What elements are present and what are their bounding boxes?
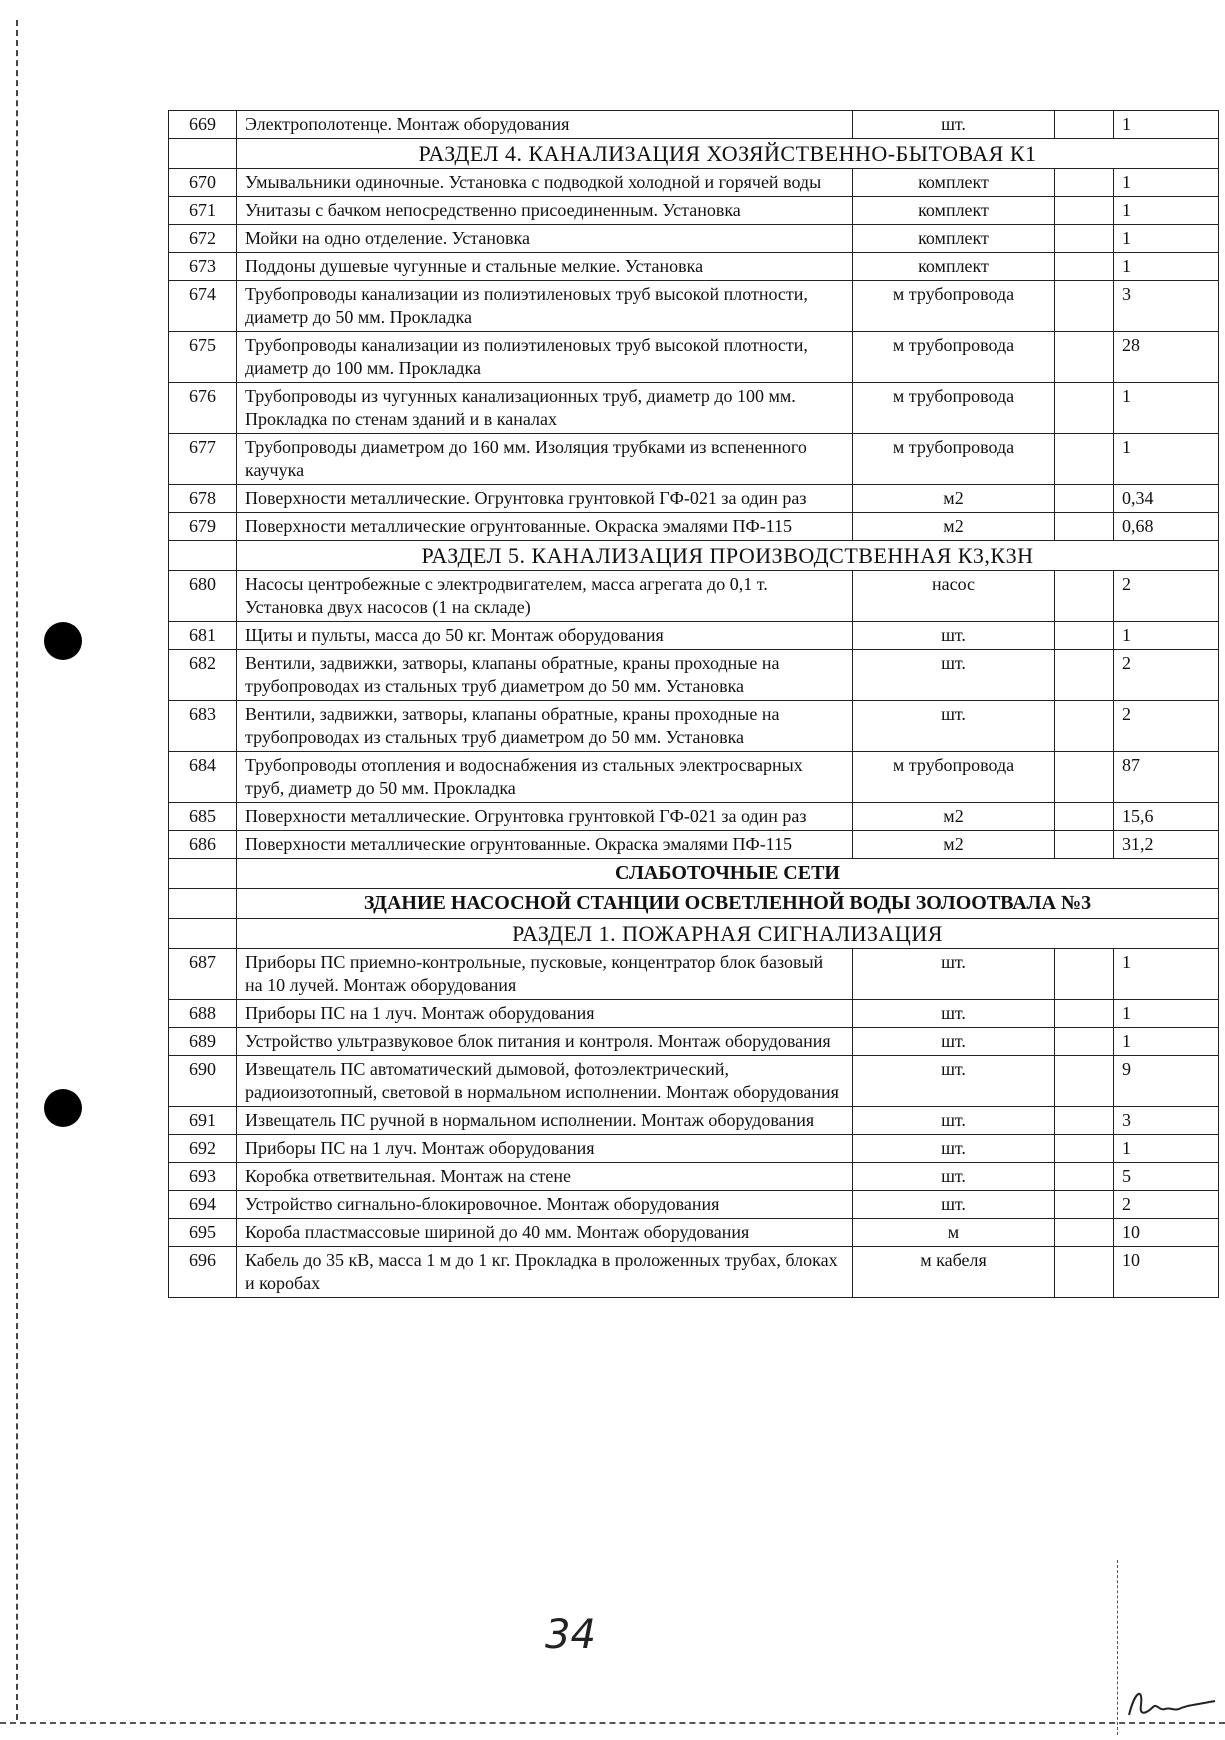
quantity: 0,34	[1114, 485, 1219, 513]
table-row	[169, 281, 1219, 332]
table-row	[169, 111, 1219, 139]
quantity: 10	[1114, 1219, 1219, 1247]
work-description: Вентили, задвижки, затворы, клапаны обратные, краны проходные на трубопроводах из стальных труб диаметром до 50 мм. Установка	[237, 650, 853, 701]
item-number: 682	[169, 650, 237, 701]
unit-of-measure: шт.	[853, 1191, 1055, 1219]
table-row	[169, 622, 1219, 650]
empty-cell	[169, 139, 237, 169]
quantity: 1	[1114, 1028, 1219, 1056]
item-number: 669	[169, 111, 237, 139]
group-title: СЛАБОТОЧНЫЕ СЕТИ	[237, 859, 1219, 889]
quantity: 1	[1114, 169, 1219, 197]
unit-of-measure: шт.	[853, 111, 1055, 139]
quantity: 1	[1114, 622, 1219, 650]
item-number: 680	[169, 571, 237, 622]
unit-of-measure: шт.	[853, 650, 1055, 701]
table-row	[169, 434, 1219, 485]
work-description: Поверхности металлические. Огрунтовка грунтовкой ГФ-021 за один раз	[237, 803, 853, 831]
unit-of-measure: шт.	[853, 622, 1055, 650]
table-row	[169, 383, 1219, 434]
table-row	[169, 253, 1219, 281]
group-title: ЗДАНИЕ НАСОСНОЙ СТАНЦИИ ОСВЕТЛЕННОЙ ВОДЫ ЗОЛООТВАЛА №3	[237, 889, 1219, 919]
work-description: Трубопроводы отопления и водоснабжения из стальных электросварных труб, диаметр до 50 мм. Прокладка	[237, 752, 853, 803]
work-description: Вентили, задвижки, затворы, клапаны обратные, краны проходные на трубопроводах из стальных труб диаметром до 50 мм. Установка	[237, 701, 853, 752]
quantity: 3	[1114, 281, 1219, 332]
empty-cell	[1055, 1163, 1114, 1191]
item-number: 681	[169, 622, 237, 650]
quantity: 5	[1114, 1163, 1219, 1191]
punch-hole-mark	[44, 622, 82, 660]
unit-of-measure: шт.	[853, 1163, 1055, 1191]
empty-cell	[1055, 253, 1114, 281]
item-number: 683	[169, 701, 237, 752]
unit-of-measure: м трубопровода	[853, 752, 1055, 803]
punch-hole-mark	[44, 1089, 82, 1127]
section-header-row	[169, 139, 1219, 169]
table-row	[169, 1028, 1219, 1056]
table-row	[169, 650, 1219, 701]
work-description: Трубопроводы канализации из полиэтиленовых труб высокой плотности, диаметр до 50 мм. Прокладка	[237, 281, 853, 332]
unit-of-measure: шт.	[853, 701, 1055, 752]
unit-of-measure: комплект	[853, 253, 1055, 281]
work-description: Трубопроводы диаметром до 160 мм. Изоляция трубками из вспененного каучука	[237, 434, 853, 485]
item-number: 690	[169, 1056, 237, 1107]
work-description: Насосы центробежные с электродвигателем, масса агрегата до 0,1 т. Установка двух насосов (1 на складе)	[237, 571, 853, 622]
quantity: 2	[1114, 1191, 1219, 1219]
unit-of-measure: комплект	[853, 225, 1055, 253]
section-header-row	[169, 541, 1219, 571]
table-row	[169, 1135, 1219, 1163]
empty-cell	[1055, 197, 1114, 225]
work-description: Извещатель ПС автоматический дымовой, фотоэлектрический, радиоизотопный, световой в нормальном исполнении. Монтаж оборудования	[237, 1056, 853, 1107]
table-row	[169, 1107, 1219, 1135]
work-description: Унитазы с бачком непосредственно присоединенным. Установка	[237, 197, 853, 225]
table-row	[169, 1247, 1219, 1298]
work-description: Щиты и пульты, масса до 50 кг. Монтаж оборудования	[237, 622, 853, 650]
quantity: 31,2	[1114, 831, 1219, 859]
table-row	[169, 1219, 1219, 1247]
empty-cell	[169, 859, 237, 889]
table-row	[169, 571, 1219, 622]
empty-cell	[1055, 949, 1114, 1000]
work-description: Приборы ПС на 1 луч. Монтаж оборудования	[237, 1000, 853, 1028]
quantity: 1	[1114, 1135, 1219, 1163]
empty-cell	[169, 541, 237, 571]
empty-cell	[1055, 281, 1114, 332]
empty-cell	[1055, 1056, 1114, 1107]
unit-of-measure: шт.	[853, 949, 1055, 1000]
empty-cell	[1055, 1107, 1114, 1135]
empty-cell	[1055, 225, 1114, 253]
quantity: 9	[1114, 1056, 1219, 1107]
table-row	[169, 752, 1219, 803]
left-margin-dashed-line	[16, 20, 18, 1720]
table-row	[169, 831, 1219, 859]
table-row	[169, 1191, 1219, 1219]
quantity: 1	[1114, 434, 1219, 485]
unit-of-measure: м2	[853, 513, 1055, 541]
unit-of-measure: шт.	[853, 1028, 1055, 1056]
item-number: 671	[169, 197, 237, 225]
quantity: 1	[1114, 1000, 1219, 1028]
table-row	[169, 332, 1219, 383]
specification-table-body	[169, 111, 1219, 1298]
quantity: 15,6	[1114, 803, 1219, 831]
work-description: Приборы ПС на 1 луч. Монтаж оборудования	[237, 1135, 853, 1163]
work-description: Трубопроводы из чугунных канализационных труб, диаметр до 100 мм. Прокладка по стенам зданий и в каналах	[237, 383, 853, 434]
unit-of-measure: насос	[853, 571, 1055, 622]
item-number: 693	[169, 1163, 237, 1191]
table-row	[169, 485, 1219, 513]
section-header-row	[169, 919, 1219, 949]
group-header-row	[169, 859, 1219, 889]
empty-cell	[1055, 485, 1114, 513]
quantity: 2	[1114, 650, 1219, 701]
specification-table	[168, 110, 1219, 1298]
quantity: 1	[1114, 949, 1219, 1000]
work-description: Поддоны душевые чугунные и стальные мелкие. Установка	[237, 253, 853, 281]
unit-of-measure: комплект	[853, 169, 1055, 197]
item-number: 684	[169, 752, 237, 803]
empty-cell	[1055, 1135, 1114, 1163]
unit-of-measure: м трубопровода	[853, 281, 1055, 332]
page-number: 34	[545, 1612, 596, 1658]
quantity: 1	[1114, 111, 1219, 139]
unit-of-measure: м кабеля	[853, 1247, 1055, 1298]
section-title: РАЗДЕЛ 1. ПОЖАРНАЯ СИГНАЛИЗАЦИЯ	[237, 919, 1219, 949]
quantity: 2	[1114, 571, 1219, 622]
unit-of-measure: м трубопровода	[853, 383, 1055, 434]
table-row	[169, 169, 1219, 197]
bottom-margin-dashed-line	[0, 1722, 1225, 1724]
work-description: Коробка ответвительная. Монтаж на стене	[237, 1163, 853, 1191]
item-number: 692	[169, 1135, 237, 1163]
empty-cell	[1055, 831, 1114, 859]
work-description: Извещатель ПС ручной в нормальном исполнении. Монтаж оборудования	[237, 1107, 853, 1135]
item-number: 672	[169, 225, 237, 253]
table-row	[169, 949, 1219, 1000]
table-row	[169, 1056, 1219, 1107]
empty-cell	[1055, 650, 1114, 701]
unit-of-measure: м2	[853, 831, 1055, 859]
item-number: 695	[169, 1219, 237, 1247]
item-number: 678	[169, 485, 237, 513]
quantity: 28	[1114, 332, 1219, 383]
item-number: 685	[169, 803, 237, 831]
empty-cell	[1055, 332, 1114, 383]
item-number: 676	[169, 383, 237, 434]
quantity: 87	[1114, 752, 1219, 803]
empty-cell	[1055, 513, 1114, 541]
empty-cell	[1055, 752, 1114, 803]
empty-cell	[1055, 803, 1114, 831]
table-row	[169, 1163, 1219, 1191]
group-header-row	[169, 889, 1219, 919]
empty-cell	[169, 919, 237, 949]
work-description: Поверхности металлические огрунтованные. Окраска эмалями ПФ-115	[237, 513, 853, 541]
work-description: Приборы ПС приемно-контрольные, пусковые, концентратор блок базовый на 10 лучей. Монтаж оборудования	[237, 949, 853, 1000]
work-description: Умывальники одиночные. Установка с подводкой холодной и горячей воды	[237, 169, 853, 197]
quantity: 1	[1114, 225, 1219, 253]
empty-cell	[1055, 1247, 1114, 1298]
empty-cell	[1055, 169, 1114, 197]
item-number: 687	[169, 949, 237, 1000]
empty-cell	[1055, 1000, 1114, 1028]
item-number: 675	[169, 332, 237, 383]
unit-of-measure: шт.	[853, 1135, 1055, 1163]
quantity: 1	[1114, 383, 1219, 434]
unit-of-measure: комплект	[853, 197, 1055, 225]
unit-of-measure: м2	[853, 485, 1055, 513]
empty-cell	[1055, 1028, 1114, 1056]
unit-of-measure: м трубопровода	[853, 434, 1055, 485]
item-number: 674	[169, 281, 237, 332]
unit-of-measure: шт.	[853, 1056, 1055, 1107]
quantity: 1	[1114, 197, 1219, 225]
unit-of-measure: м	[853, 1219, 1055, 1247]
item-number: 677	[169, 434, 237, 485]
work-description: Короба пластмассовые шириной до 40 мм. Монтаж оборудования	[237, 1219, 853, 1247]
table-row	[169, 225, 1219, 253]
quantity: 1	[1114, 253, 1219, 281]
item-number: 688	[169, 1000, 237, 1028]
work-description: Электрополотенце. Монтаж оборудования	[237, 111, 853, 139]
empty-cell	[169, 889, 237, 919]
work-description: Мойки на одно отделение. Установка	[237, 225, 853, 253]
unit-of-measure: шт.	[853, 1000, 1055, 1028]
item-number: 689	[169, 1028, 237, 1056]
empty-cell	[1055, 1191, 1114, 1219]
table-row	[169, 513, 1219, 541]
item-number: 673	[169, 253, 237, 281]
section-title: РАЗДЕЛ 4. КАНАЛИЗАЦИЯ ХОЗЯЙСТВЕННО-БЫТОВАЯ К1	[237, 139, 1219, 169]
work-description: Устройство сигнально-блокировочное. Монтаж оборудования	[237, 1191, 853, 1219]
item-number: 691	[169, 1107, 237, 1135]
item-number: 679	[169, 513, 237, 541]
unit-of-measure: м трубопровода	[853, 332, 1055, 383]
right-margin-dashed-line	[1117, 1560, 1118, 1735]
section-title: РАЗДЕЛ 5. КАНАЛИЗАЦИЯ ПРОИЗВОДСТВЕННАЯ К3,К3Н	[237, 541, 1219, 571]
quantity: 2	[1114, 701, 1219, 752]
table-row	[169, 803, 1219, 831]
empty-cell	[1055, 701, 1114, 752]
item-number: 694	[169, 1191, 237, 1219]
item-number: 686	[169, 831, 237, 859]
unit-of-measure: шт.	[853, 1107, 1055, 1135]
work-description: Поверхности металлические огрунтованные. Окраска эмалями ПФ-115	[237, 831, 853, 859]
quantity: 0,68	[1114, 513, 1219, 541]
item-number: 670	[169, 169, 237, 197]
signature-mark	[1125, 1685, 1220, 1721]
quantity: 10	[1114, 1247, 1219, 1298]
work-description: Кабель до 35 кВ, масса 1 м до 1 кг. Прокладка в проложенных трубах, блоках и коробах	[237, 1247, 853, 1298]
work-description: Поверхности металлические. Огрунтовка грунтовкой ГФ-021 за один раз	[237, 485, 853, 513]
empty-cell	[1055, 571, 1114, 622]
empty-cell	[1055, 383, 1114, 434]
empty-cell	[1055, 622, 1114, 650]
table-row	[169, 1000, 1219, 1028]
table-row	[169, 701, 1219, 752]
empty-cell	[1055, 1219, 1114, 1247]
unit-of-measure: м2	[853, 803, 1055, 831]
quantity: 3	[1114, 1107, 1219, 1135]
empty-cell	[1055, 434, 1114, 485]
table-row	[169, 197, 1219, 225]
work-description: Трубопроводы канализации из полиэтиленовых труб высокой плотности, диаметр до 100 мм. Прокладка	[237, 332, 853, 383]
empty-cell	[1055, 111, 1114, 139]
item-number: 696	[169, 1247, 237, 1298]
work-description: Устройство ультразвуковое блок питания и контроля. Монтаж оборудования	[237, 1028, 853, 1056]
